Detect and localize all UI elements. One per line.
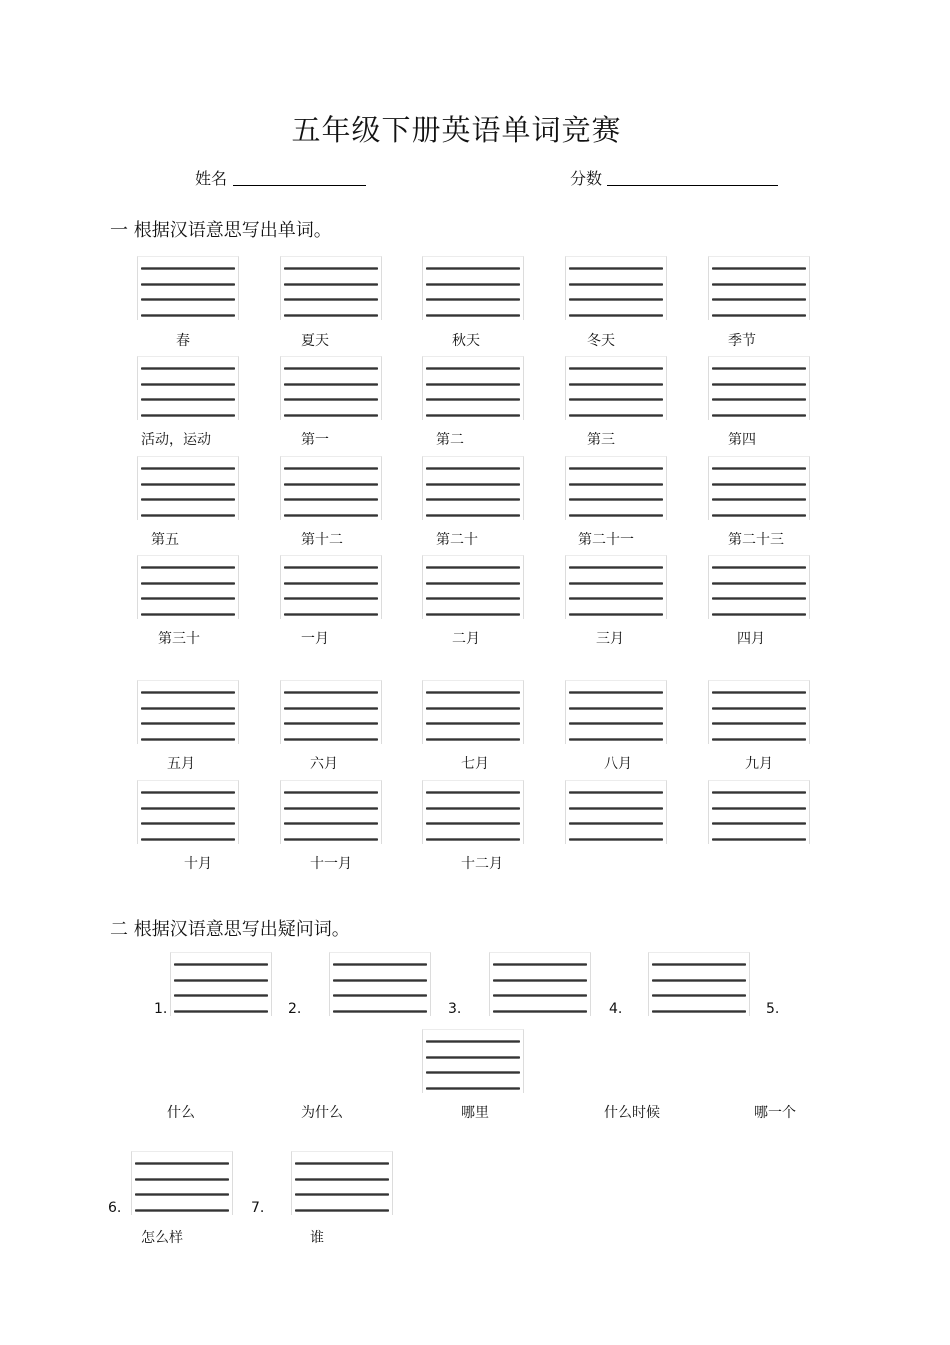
word-answer-box[interactable] <box>280 456 382 520</box>
writing-line <box>426 514 520 517</box>
word-hint-label: 第二十三 <box>728 532 784 548</box>
writing-line <box>284 298 378 301</box>
writing-line <box>426 691 520 694</box>
writing-line <box>135 1178 229 1181</box>
writing-line <box>426 367 520 370</box>
writing-line <box>174 963 268 966</box>
writing-line <box>141 367 235 370</box>
word-hint-label: 四月 <box>737 631 765 647</box>
word-answer-box[interactable] <box>280 256 382 320</box>
word-answer-box[interactable] <box>565 256 667 320</box>
word-answer-box[interactable] <box>280 356 382 420</box>
word-hint-label: 第二十 <box>436 532 478 548</box>
item-number: 6. <box>108 1200 122 1216</box>
writing-line <box>174 1010 268 1013</box>
item-number: 7. <box>251 1200 265 1216</box>
writing-line <box>141 707 235 710</box>
writing-line <box>141 398 235 401</box>
writing-line <box>284 838 378 841</box>
writing-line <box>284 691 378 694</box>
item-number: 5. <box>766 1001 780 1017</box>
writing-line <box>569 483 663 486</box>
writing-line <box>141 807 235 810</box>
word-hint-label: 夏天 <box>301 333 329 349</box>
writing-line <box>284 398 378 401</box>
word-hint-label: 三月 <box>596 631 624 647</box>
writing-line <box>712 691 806 694</box>
question-word-answer-box[interactable] <box>422 1029 524 1093</box>
writing-line <box>295 1178 389 1181</box>
item-number: 1. <box>154 1001 168 1017</box>
writing-line <box>712 467 806 470</box>
writing-line <box>284 566 378 569</box>
writing-line <box>135 1209 229 1212</box>
section-2-heading: 二 根据汉语意思写出疑问词。 <box>110 919 350 940</box>
writing-line <box>426 398 520 401</box>
word-answer-box[interactable] <box>422 356 524 420</box>
writing-line <box>284 498 378 501</box>
writing-line <box>426 566 520 569</box>
writing-line <box>284 597 378 600</box>
writing-line <box>569 414 663 417</box>
writing-line <box>712 738 806 741</box>
writing-line <box>712 514 806 517</box>
word-answer-box[interactable] <box>708 780 810 844</box>
item-number: 2. <box>288 1001 302 1017</box>
word-hint-label: 十二月 <box>461 856 503 872</box>
writing-line <box>284 383 378 386</box>
writing-line <box>284 582 378 585</box>
writing-line <box>141 483 235 486</box>
name-label: 姓名 <box>195 169 228 188</box>
writing-line <box>569 367 663 370</box>
writing-line <box>712 722 806 725</box>
word-answer-box[interactable] <box>565 780 667 844</box>
writing-line <box>426 707 520 710</box>
word-answer-box[interactable] <box>708 356 810 420</box>
writing-line <box>284 613 378 616</box>
writing-line <box>569 613 663 616</box>
writing-line <box>426 1056 520 1059</box>
word-answer-box[interactable] <box>137 456 239 520</box>
writing-line <box>712 498 806 501</box>
writing-line <box>426 298 520 301</box>
writing-line <box>712 582 806 585</box>
writing-line <box>284 738 378 741</box>
writing-line <box>493 963 587 966</box>
writing-line <box>712 483 806 486</box>
word-answer-box[interactable] <box>422 456 524 520</box>
word-answer-box[interactable] <box>422 256 524 320</box>
word-hint-label: 十一月 <box>310 856 352 872</box>
word-hint-label: 活动，运动 <box>141 432 211 448</box>
writing-line <box>569 267 663 270</box>
word-answer-box[interactable] <box>280 780 382 844</box>
writing-line <box>712 298 806 301</box>
question-word-label: 什么时候 <box>604 1105 660 1121</box>
word-hint-label: 第二十一 <box>578 532 634 548</box>
writing-line <box>284 467 378 470</box>
question-word-label: 哪里 <box>461 1105 489 1121</box>
writing-line <box>712 267 806 270</box>
writing-line <box>712 398 806 401</box>
word-answer-box[interactable] <box>137 256 239 320</box>
writing-line <box>569 807 663 810</box>
writing-line <box>426 791 520 794</box>
writing-line <box>141 738 235 741</box>
writing-line <box>712 383 806 386</box>
question-word-label: 哪一个 <box>754 1105 796 1121</box>
question-word-label: 什么 <box>167 1105 195 1121</box>
writing-line <box>141 414 235 417</box>
writing-line <box>569 566 663 569</box>
writing-line <box>141 383 235 386</box>
writing-line <box>426 1071 520 1074</box>
word-hint-label: 第二 <box>436 432 464 448</box>
writing-line <box>333 1010 427 1013</box>
writing-line <box>141 691 235 694</box>
writing-line <box>569 691 663 694</box>
word-hint-label: 八月 <box>604 756 632 772</box>
writing-line <box>426 383 520 386</box>
question-word-answer-box[interactable] <box>648 952 750 1016</box>
word-hint-label: 第十二 <box>301 532 343 548</box>
writing-line <box>135 1193 229 1196</box>
writing-line <box>174 994 268 997</box>
word-answer-box[interactable] <box>565 680 667 744</box>
writing-line <box>141 722 235 725</box>
writing-line <box>284 822 378 825</box>
writing-line <box>284 414 378 417</box>
writing-line <box>569 838 663 841</box>
writing-line <box>426 722 520 725</box>
writing-line <box>426 838 520 841</box>
writing-line <box>569 383 663 386</box>
word-hint-label: 季节 <box>728 333 756 349</box>
word-answer-box[interactable] <box>137 680 239 744</box>
word-hint-label: 第三十 <box>158 631 200 647</box>
question-word-answer-box[interactable] <box>291 1151 393 1215</box>
writing-line <box>284 707 378 710</box>
word-hint-label: 第四 <box>728 432 756 448</box>
question-word-label: 谁 <box>310 1230 324 1246</box>
writing-line <box>712 367 806 370</box>
writing-line <box>141 467 235 470</box>
writing-line <box>284 722 378 725</box>
writing-line <box>426 1087 520 1090</box>
writing-line <box>712 597 806 600</box>
section-1-heading: 一 根据汉语意思写出单词。 <box>110 220 332 241</box>
writing-line <box>569 283 663 286</box>
writing-line <box>652 994 746 997</box>
writing-line <box>426 582 520 585</box>
word-hint-label: 一月 <box>301 631 329 647</box>
word-hint-label: 九月 <box>745 756 773 772</box>
word-answer-box[interactable] <box>422 555 524 619</box>
writing-line <box>426 467 520 470</box>
writing-line <box>493 994 587 997</box>
word-answer-box[interactable] <box>422 780 524 844</box>
writing-line <box>712 414 806 417</box>
question-word-answer-box[interactable] <box>170 952 272 1016</box>
word-hint-label: 五月 <box>167 756 195 772</box>
writing-line <box>569 738 663 741</box>
writing-line <box>333 979 427 982</box>
writing-line <box>569 514 663 517</box>
word-hint-label: 十月 <box>184 856 212 872</box>
writing-line <box>141 566 235 569</box>
writing-line <box>333 994 427 997</box>
writing-line <box>426 597 520 600</box>
writing-line <box>569 597 663 600</box>
page-title: 五年级下册英语单词竞赛 <box>291 113 622 147</box>
word-hint-label: 冬天 <box>587 333 615 349</box>
writing-line <box>295 1193 389 1196</box>
writing-line <box>426 483 520 486</box>
writing-line <box>426 738 520 741</box>
writing-line <box>141 791 235 794</box>
item-number: 4. <box>609 1001 623 1017</box>
writing-line <box>712 838 806 841</box>
question-word-answer-box[interactable] <box>329 952 431 1016</box>
writing-line <box>284 483 378 486</box>
writing-line <box>712 613 806 616</box>
writing-line <box>141 314 235 317</box>
writing-line <box>426 498 520 501</box>
writing-line <box>284 367 378 370</box>
writing-line <box>712 283 806 286</box>
word-hint-label: 秋天 <box>452 333 480 349</box>
writing-line <box>426 314 520 317</box>
writing-line <box>712 822 806 825</box>
writing-line <box>141 283 235 286</box>
writing-line <box>141 298 235 301</box>
writing-line <box>295 1162 389 1165</box>
writing-line <box>141 838 235 841</box>
writing-line <box>426 822 520 825</box>
word-answer-box[interactable] <box>137 356 239 420</box>
writing-line <box>333 963 427 966</box>
word-answer-box[interactable] <box>137 555 239 619</box>
writing-line <box>712 707 806 710</box>
writing-line <box>652 1010 746 1013</box>
question-word-label: 怎么样 <box>141 1230 183 1246</box>
writing-line <box>284 514 378 517</box>
writing-line <box>712 314 806 317</box>
question-word-answer-box[interactable] <box>489 952 591 1016</box>
writing-line <box>569 822 663 825</box>
item-number: 3. <box>448 1001 462 1017</box>
writing-line <box>569 314 663 317</box>
word-hint-label: 六月 <box>310 756 338 772</box>
word-answer-box[interactable] <box>708 680 810 744</box>
writing-line <box>135 1162 229 1165</box>
writing-line <box>295 1209 389 1212</box>
writing-line <box>426 1040 520 1043</box>
writing-line <box>569 298 663 301</box>
writing-line <box>569 707 663 710</box>
writing-line <box>141 267 235 270</box>
writing-line <box>569 498 663 501</box>
writing-line <box>493 979 587 982</box>
writing-line <box>569 722 663 725</box>
writing-line <box>426 807 520 810</box>
writing-line <box>284 314 378 317</box>
writing-line <box>712 566 806 569</box>
question-word-answer-box[interactable] <box>131 1151 233 1215</box>
word-hint-label: 第五 <box>151 532 179 548</box>
writing-line <box>426 283 520 286</box>
score-label: 分数 <box>570 169 603 188</box>
writing-line <box>426 414 520 417</box>
writing-line <box>141 582 235 585</box>
word-answer-box[interactable] <box>565 356 667 420</box>
writing-line <box>652 963 746 966</box>
writing-line <box>141 498 235 501</box>
word-answer-box[interactable] <box>708 555 810 619</box>
word-answer-box[interactable] <box>280 680 382 744</box>
word-hint-label: 春 <box>176 333 190 349</box>
word-answer-box[interactable] <box>565 555 667 619</box>
writing-line <box>141 613 235 616</box>
writing-line <box>174 979 268 982</box>
writing-line <box>426 613 520 616</box>
name-field[interactable] <box>233 167 366 186</box>
writing-line <box>569 791 663 794</box>
word-answer-box[interactable] <box>708 456 810 520</box>
writing-line <box>284 267 378 270</box>
writing-line <box>652 979 746 982</box>
writing-line <box>284 283 378 286</box>
word-answer-box[interactable] <box>280 555 382 619</box>
question-word-label: 为什么 <box>301 1105 343 1121</box>
word-hint-label: 第三 <box>587 432 615 448</box>
word-answer-box[interactable] <box>422 680 524 744</box>
word-hint-label: 第一 <box>301 432 329 448</box>
writing-line <box>712 791 806 794</box>
writing-line <box>284 791 378 794</box>
writing-line <box>141 514 235 517</box>
writing-line <box>493 1010 587 1013</box>
writing-line <box>569 467 663 470</box>
word-hint-label: 七月 <box>461 756 489 772</box>
writing-line <box>141 597 235 600</box>
writing-line <box>712 807 806 810</box>
word-answer-box[interactable] <box>708 256 810 320</box>
writing-line <box>569 398 663 401</box>
writing-line <box>569 582 663 585</box>
word-answer-box[interactable] <box>137 780 239 844</box>
word-hint-label: 二月 <box>452 631 480 647</box>
writing-line <box>284 807 378 810</box>
writing-line <box>426 267 520 270</box>
word-answer-box[interactable] <box>565 456 667 520</box>
score-field[interactable] <box>607 167 778 186</box>
writing-line <box>141 822 235 825</box>
